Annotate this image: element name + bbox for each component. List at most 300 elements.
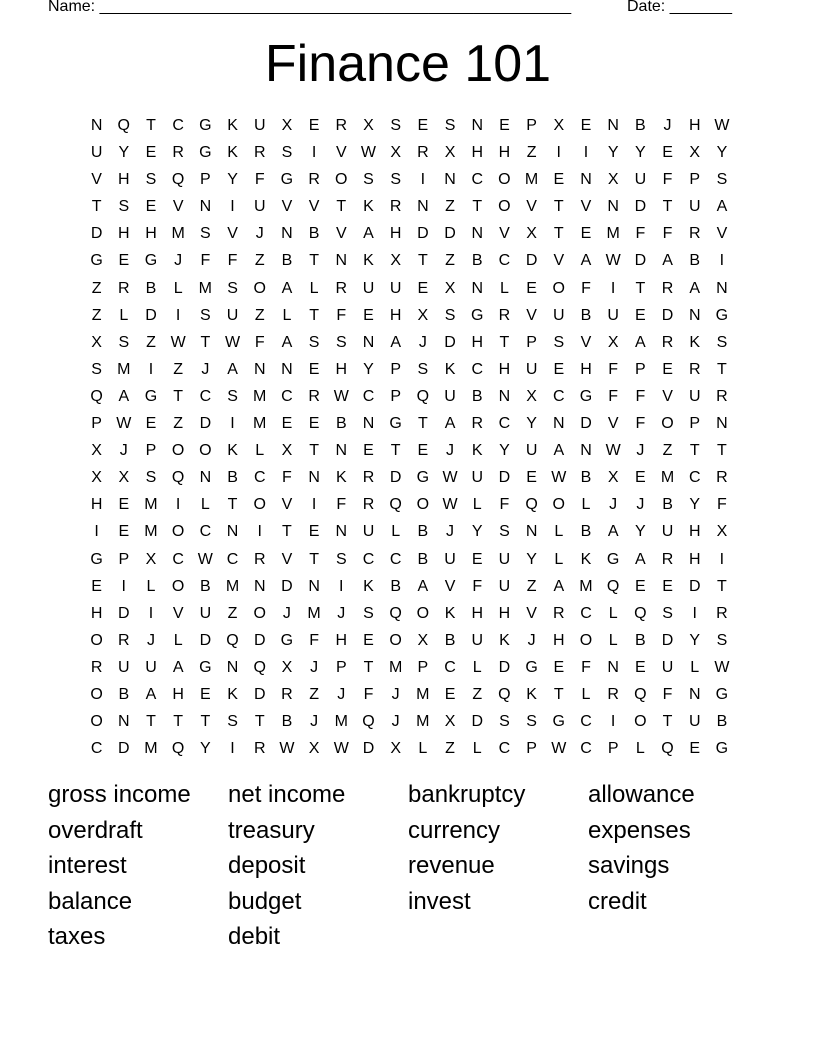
grid-letter: O [171, 577, 185, 595]
grid-letter: N [444, 171, 456, 189]
grid-letter: S [417, 360, 429, 378]
grid-letter: W [333, 387, 349, 405]
grid-letter: F [635, 387, 646, 405]
grid-letter: D [199, 631, 212, 649]
word-list-item: revenue [408, 852, 495, 879]
grid-letter: L [255, 442, 265, 460]
grid-letter: N [607, 198, 619, 216]
grid-letter: S [662, 604, 673, 622]
grid-letter: R [362, 496, 375, 514]
grid-letter: N [199, 198, 212, 216]
grid-letter: N [471, 279, 483, 297]
grid-letter: B [281, 252, 293, 270]
grid-letter: F [662, 171, 673, 189]
grid-letter: V [308, 198, 320, 216]
date-blank: _______ [669, 0, 732, 15]
word-list-item: credit [588, 887, 647, 915]
grid-letter: R [308, 171, 320, 189]
grid-letter: L [146, 577, 156, 595]
grid-letter: Y [526, 415, 537, 433]
word-list-item: gross income [48, 781, 191, 808]
grid-letter: L [309, 279, 319, 297]
grid-letter: H [688, 117, 701, 134]
grid-letter: U [607, 306, 619, 324]
grid-letter: B [471, 387, 483, 405]
grid-letter: E [580, 117, 592, 134]
grid-letter: Y [363, 360, 374, 378]
grid-letter: S [227, 387, 238, 405]
grid-letter: U [471, 469, 483, 487]
grid-letter: V [526, 198, 537, 216]
grid-letter: N [335, 252, 348, 270]
grid-letter: W [279, 740, 295, 758]
grid-letter: N [525, 523, 538, 541]
grid-letter: J [527, 631, 536, 649]
grid-letter: T [363, 658, 374, 676]
grid-letter: R [471, 415, 483, 433]
grid-letter: P [526, 333, 537, 351]
grid-letter: T [717, 577, 727, 595]
word-list-item: treasury [228, 816, 315, 844]
grid-letter: E [308, 360, 320, 378]
grid-letter: U [118, 658, 130, 676]
grid-letter: H [580, 360, 592, 378]
grid-letter: I [175, 306, 181, 324]
grid-letter: V [662, 387, 673, 405]
grid-letter: L [690, 658, 700, 676]
grid-letter: C [580, 604, 592, 622]
grid-letter: I [94, 523, 99, 541]
grid-letter: E [308, 117, 320, 134]
grid-letter: L [635, 740, 645, 758]
grid-letter: U [90, 144, 103, 162]
grid-letter: V [716, 225, 728, 243]
grid-letter: P [526, 117, 537, 134]
grid-letter: M [660, 469, 675, 487]
grid-letter: T [717, 360, 727, 378]
word-list-item: bankruptcy [408, 781, 526, 808]
grid-letter: U [688, 713, 701, 731]
grid-letter: G [715, 685, 729, 703]
grid-letter: S [444, 117, 456, 134]
grid-letter: K [363, 577, 374, 595]
grid-letter: C [253, 469, 266, 487]
grid-letter: W [442, 496, 458, 514]
grid-letter: D [444, 333, 456, 351]
grid-letter: S [118, 333, 130, 351]
grid-letter: C [172, 550, 184, 568]
grid-letter: I [311, 144, 317, 162]
grid-letter: A [363, 225, 374, 243]
word-list-item: allowance [588, 781, 695, 808]
grid-letter: X [526, 225, 537, 243]
grid-letter: C [580, 740, 592, 758]
grid-letter: W [551, 740, 567, 758]
grid-letter: G [416, 469, 430, 487]
grid-letter: N [362, 415, 375, 433]
grid-letter: C [688, 469, 701, 487]
grid-letter: R [335, 117, 348, 134]
grid-letter: X [390, 252, 401, 270]
grid-letter: J [201, 360, 210, 378]
grid-letter: O [552, 496, 565, 514]
grid-letter: R [308, 387, 320, 405]
grid-letter: F [499, 496, 510, 514]
grid-letter: N [716, 279, 728, 297]
grid-letter: U [471, 631, 483, 649]
grid-letter: O [498, 198, 511, 216]
grid-letter: X [363, 117, 374, 134]
grid-letter: N [471, 225, 483, 243]
grid-letter: N [607, 117, 619, 134]
grid-letter: S [526, 713, 537, 731]
grid-letter: T [146, 713, 156, 731]
grid-letter: F [200, 252, 211, 270]
grid-letter: O [579, 631, 593, 649]
grid-letter: O [498, 171, 511, 189]
grid-letter: S [281, 144, 293, 162]
grid-letter: B [118, 685, 130, 703]
grid-letter: T [499, 333, 510, 351]
grid-letter: T [689, 442, 700, 460]
grid-letter: V [335, 144, 347, 162]
grid-letter: N [498, 387, 511, 405]
grid-letter: D [580, 415, 592, 433]
grid-letter: X [444, 279, 456, 297]
grid-letter: K [526, 685, 537, 703]
grid-letter: O [171, 523, 185, 541]
grid-letter: N [199, 469, 212, 487]
grid-letter: W [333, 740, 349, 758]
grid-letter: G [389, 415, 402, 433]
grid-letter: F [662, 685, 673, 703]
grid-letter: H [90, 496, 103, 514]
grid-letter: L [581, 496, 591, 514]
grid-letter: Z [309, 685, 319, 703]
grid-letter: L [472, 658, 482, 676]
grid-letter: S [335, 333, 347, 351]
grid-letter: T [717, 442, 727, 460]
grid-letter: I [148, 604, 154, 622]
grid-letter: J [636, 442, 645, 460]
grid-letter: A [417, 577, 429, 595]
grid-letter: T [254, 713, 265, 731]
grid-letter: B [227, 469, 238, 487]
grid-letter: G [199, 658, 212, 676]
grid-letter: Y [200, 740, 211, 758]
page-title: Finance 101 [264, 35, 552, 93]
grid-letter: C [498, 415, 511, 433]
grid-letter: H [172, 685, 184, 703]
grid-letter: X [444, 144, 456, 162]
grid-letter: V [553, 252, 565, 270]
grid-letter: E [145, 144, 157, 162]
grid-letter: F [472, 577, 483, 595]
grid-letter: F [254, 171, 265, 189]
grid-letter: V [91, 171, 102, 189]
grid-letter: A [635, 333, 646, 351]
grid-letter: V [580, 333, 592, 351]
name-blank: _____________________________________________________ [99, 0, 572, 15]
grid-letter: Z [146, 333, 156, 351]
grid-letter: X [716, 523, 728, 541]
grid-letter: E [363, 442, 374, 460]
grid-letter: I [230, 198, 235, 216]
grid-letter: S [390, 117, 401, 134]
grid-letter: U [661, 658, 674, 676]
grid-letter: I [719, 550, 725, 568]
grid-letter: N [688, 306, 701, 324]
grid-letter: T [309, 252, 319, 270]
grid-letter: H [471, 604, 483, 622]
grid-letter: Q [606, 577, 620, 595]
grid-letter: O [253, 496, 266, 514]
grid-letter: R [253, 740, 266, 758]
grid-letter: F [662, 225, 673, 243]
grid-letter: G [199, 144, 212, 162]
grid-letter: N [253, 360, 266, 378]
grid-letter: X [689, 144, 701, 162]
grid-letter: Q [634, 604, 647, 622]
grid-letter: T [417, 252, 428, 270]
grid-letter: R [118, 279, 130, 297]
word-list-item: currency [408, 816, 501, 844]
grid-letter: M [253, 415, 267, 433]
grid-letter: O [253, 279, 266, 297]
grid-letter: B [145, 279, 157, 297]
grid-letter: F [282, 469, 292, 487]
grid-letter: S [200, 306, 211, 324]
grid-letter: D [362, 740, 375, 758]
grid-letter: O [253, 604, 266, 622]
grid-letter: L [282, 306, 292, 324]
grid-letter: V [281, 550, 293, 568]
grid-letter: G [552, 713, 565, 731]
grid-letter: G [90, 252, 103, 270]
grid-letter: W [197, 550, 213, 568]
grid-letter: S [390, 171, 401, 189]
grid-letter: H [553, 631, 565, 649]
grid-letter: O [416, 604, 430, 622]
grid-letter: L [200, 496, 210, 514]
grid-letter: X [281, 658, 293, 676]
grid-letter: X [607, 171, 619, 189]
grid-letter: U [661, 523, 674, 541]
grid-letter: N [553, 415, 565, 433]
grid-letter: T [417, 415, 428, 433]
grid-letter: H [498, 360, 511, 378]
grid-letter: X [607, 469, 619, 487]
grid-letter: E [635, 658, 646, 676]
grid-letter: Y [118, 144, 130, 162]
grid-letter: M [171, 225, 185, 243]
grid-letter: D [118, 740, 130, 758]
grid-letter: K [227, 117, 238, 134]
grid-letter: Q [498, 685, 511, 703]
grid-letter: D [253, 685, 266, 703]
grid-letter: F [608, 360, 619, 378]
grid-letter: R [716, 469, 728, 487]
grid-letter: J [636, 496, 645, 514]
grid-letter: G [90, 550, 103, 568]
grid-letter: H [335, 360, 348, 378]
grid-letter: E [662, 360, 673, 378]
grid-letter: S [335, 550, 347, 568]
grid-letter: T [200, 333, 211, 351]
grid-letter: B [417, 523, 429, 541]
grid-letter: X [91, 442, 102, 460]
grid-letter: X [91, 469, 102, 487]
grid-letter: S [716, 631, 728, 649]
grid-letter: V [172, 198, 184, 216]
grid-letter: H [471, 333, 483, 351]
word-list-item: interest [48, 852, 127, 879]
grid-letter: L [608, 631, 618, 649]
grid-letter: Z [445, 198, 455, 216]
grid-letter: T [227, 496, 238, 514]
grid-letter: C [471, 171, 483, 189]
grid-letter: S [499, 523, 510, 541]
grid-letter: M [225, 577, 240, 595]
grid-letter: H [118, 171, 130, 189]
grid-letter: V [227, 225, 238, 243]
grid-letter: Q [634, 685, 647, 703]
grid-letter: T [390, 442, 401, 460]
grid-letter: B [580, 469, 592, 487]
grid-letter: P [689, 415, 701, 433]
grid-letter: V [526, 604, 537, 622]
grid-letter: U [634, 171, 647, 189]
grid-letter: E [635, 306, 646, 324]
grid-letter: R [362, 469, 375, 487]
grid-letter: Y [526, 550, 537, 568]
grid-letter: G [199, 117, 212, 134]
grid-letter: P [607, 740, 619, 758]
grid-letter: U [444, 387, 456, 405]
grid-letter: C [199, 387, 212, 405]
grid-letter: K [444, 604, 456, 622]
grid-letter: H [335, 631, 348, 649]
grid-letter: R [335, 279, 348, 297]
grid-letter: F [717, 496, 727, 514]
grid-letter: K [227, 144, 238, 162]
grid-letter: M [117, 360, 131, 378]
grid-letter: P [689, 171, 701, 189]
grid-letter: I [175, 496, 181, 514]
grid-letter: Z [254, 252, 265, 270]
grid-letter: U [688, 198, 701, 216]
grid-letter: T [309, 442, 319, 460]
grid-letter: X [444, 713, 456, 731]
grid-letter: I [339, 577, 344, 595]
grid-letter: D [688, 577, 701, 595]
grid-letter: M [144, 740, 158, 758]
grid-letter: Q [171, 171, 185, 189]
grid-letter: S [553, 333, 565, 351]
grid-letter: R [417, 144, 429, 162]
grid-letter: O [90, 713, 103, 731]
grid-letter: O [335, 171, 348, 189]
grid-letter: H [471, 144, 483, 162]
grid-letter: W [551, 469, 567, 487]
grid-letter: Q [90, 387, 103, 405]
grid-letter: V [172, 604, 184, 622]
grid-letter: O [171, 442, 185, 460]
grid-letter: Y [607, 144, 619, 162]
grid-letter: B [689, 252, 701, 270]
grid-letter: W [360, 144, 377, 162]
grid-letter: V [281, 198, 293, 216]
grid-letter: E [580, 225, 592, 243]
grid-letter: O [552, 279, 565, 297]
grid-letter: B [390, 577, 401, 595]
grid-letter: D [199, 415, 212, 433]
grid-letter: I [311, 496, 317, 514]
grid-letter: C [226, 550, 239, 568]
grid-letter: N [281, 225, 293, 243]
grid-letter: P [145, 442, 157, 460]
grid-letter: L [173, 631, 183, 649]
grid-letter: R [716, 604, 728, 622]
grid-letter: H [90, 604, 103, 622]
grid-letter: H [389, 306, 402, 324]
grid-letter: Q [525, 496, 538, 514]
grid-letter: X [417, 631, 429, 649]
grid-letter: E [118, 496, 130, 514]
grid-letter: R [661, 333, 674, 351]
grid-letter: P [417, 658, 429, 676]
grid-letter: Z [173, 360, 184, 378]
grid-letter: B [444, 631, 456, 649]
grid-letter: M [144, 523, 158, 541]
grid-letter: P [390, 360, 401, 378]
grid-letter: D [634, 252, 647, 270]
grid-letter: N [335, 523, 348, 541]
grid-letter: I [692, 604, 697, 622]
grid-letter: T [553, 198, 564, 216]
grid-letter: G [280, 171, 294, 189]
grid-letter: F [254, 333, 265, 351]
grid-letter: K [471, 442, 483, 460]
grid-letter: J [174, 252, 183, 270]
grid-letter: T [309, 550, 319, 568]
grid-letter: U [145, 658, 157, 676]
grid-letter: A [390, 333, 401, 351]
grid-letter: X [390, 740, 401, 758]
grid-letter: D [90, 225, 103, 243]
grid-letter: J [391, 713, 400, 731]
grid-letter: R [553, 604, 565, 622]
grid-letter: S [716, 171, 728, 189]
grid-letter: N [118, 713, 130, 731]
grid-letter: A [444, 415, 456, 433]
grid-letter: T [553, 685, 564, 703]
grid-letter: C [362, 387, 375, 405]
grid-letter: V [526, 306, 537, 324]
grid-letter: L [418, 740, 428, 758]
grid-letter: F [608, 387, 619, 405]
grid-letter: N [580, 442, 592, 460]
grid-letter: D [661, 306, 674, 324]
grid-letter: P [118, 550, 130, 568]
grid-letter: I [230, 415, 235, 433]
grid-letter: E [200, 685, 211, 703]
grid-letter: O [416, 496, 430, 514]
grid-letter: B [716, 713, 728, 731]
grid-letter: C [580, 713, 592, 731]
grid-letter: B [635, 631, 646, 649]
grid-letter: E [281, 415, 293, 433]
